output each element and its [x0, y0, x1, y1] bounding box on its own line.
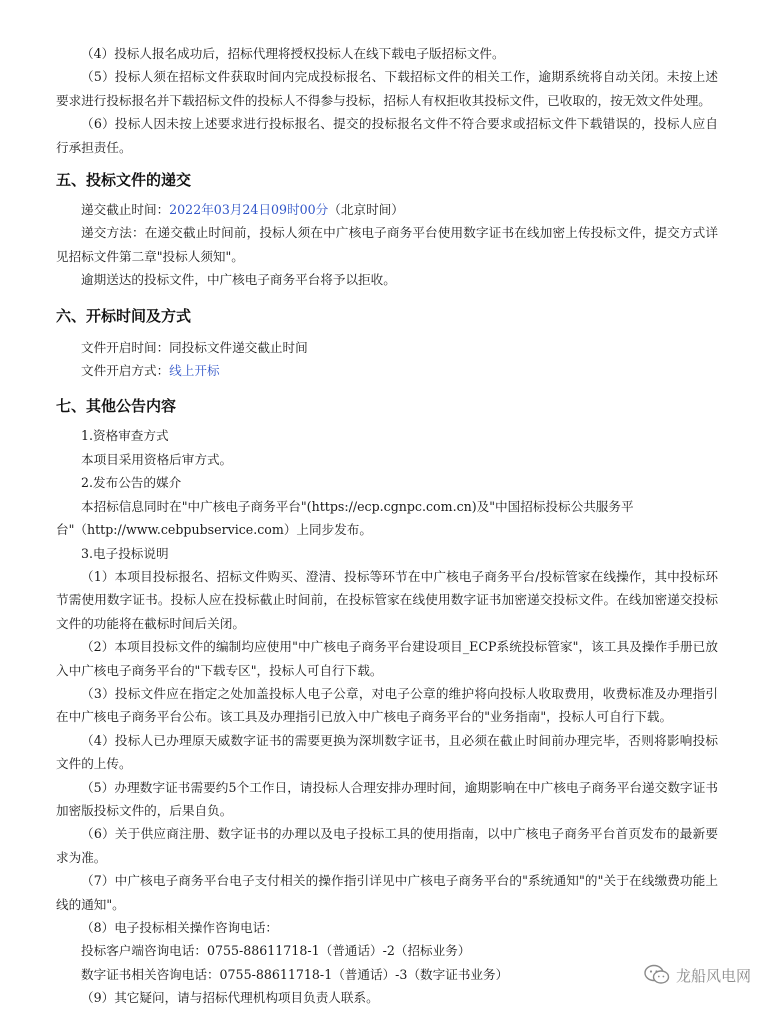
paragraph: （7）中广核电子商务平台电子支付相关的操作指引详见中广核电子商务平台的"系统通知"的"关于在线缴费功能上线的通知"。	[56, 873, 718, 912]
paragraph: 递交方法：在递交截止时间前，投标人须在中广核电子商务平台使用数字证书在线加密上传投标文件，提交方式详见招标文件第二章"投标人须知"。	[56, 225, 718, 264]
subsection-title: 1.资格审查方式	[81, 428, 169, 444]
paragraph: （9）其它疑问，请与招标代理机构项目负责人联系。	[81, 990, 379, 1006]
open-method-value: 线上开标	[169, 363, 220, 379]
open-method-line	[56, 359, 718, 382]
phone-line: 数字证书相关咨询电话：0755-88611718-1（普通话）-3（数字证书业务）	[81, 966, 509, 982]
wechat-icon	[644, 964, 670, 986]
paragraph: （5）投标人须在招标文件获取时间内完成投标报名、下载招标文件的相关工作，逾期系统将自动关闭。未按上述要求进行投标报名并下载招标文件的投标人不得参与投标，招标人有权拒收其投标文件，已收取的，按无效文件处理。	[56, 69, 718, 108]
paragraph: 逾期送达的投标文件，中广核电子商务平台将予以拒收。	[81, 272, 396, 288]
paragraph: 文件开启时间：同投标文件递交截止时间	[81, 339, 308, 355]
paragraph: 本招标信息同时在"中广核电子商务平台"(https://ecp.cgnpc.com.cn)及"中国招标投标公共服务平台"（http://www.cebpubservice.com）上同步发布。	[56, 498, 634, 538]
watermark	[644, 964, 751, 986]
paragraph: （6）投标人因未按上述要求进行投标报名、提交的投标报名文件不符合要求或招标文件下载错误的，投标人应自行承担责任。	[56, 116, 718, 155]
deadline-label: 递交截止时间：	[81, 202, 170, 218]
paragraph: （4）投标人报名成功后，招标代理将授权投标人在线下载电子版招标文件。	[81, 46, 505, 61]
section-heading: 五、投标文件的递交	[56, 171, 192, 190]
watermark-text: 龙船风电网	[675, 966, 751, 985]
subsection-title: 3.电子投标说明	[81, 545, 169, 561]
paragraph: （6）关于供应商注册、数字证书的办理以及电子投标工具的使用指南，以中广核电子商务平台首页发布的最新要求为准。	[56, 826, 718, 865]
document-body	[56, 42, 718, 1010]
deadline-suffix: （北京时间）	[328, 202, 404, 218]
paragraph: 本项目采用资格后审方式。	[81, 451, 233, 467]
phone-line: 投标客户端咨询电话：0755-88611718-1（普通话）-2（招标业务）	[81, 943, 471, 959]
subsection-title: 2.发布公告的媒介	[81, 475, 182, 491]
deadline-value: 2022年03月24日09时00分	[169, 202, 329, 218]
paragraph: （4）投标人已办理原天威数字证书的需要更换为深圳数字证书，且必须在截止时间前办理完毕，否则将影响投标文件的上传。	[56, 732, 718, 772]
paragraph: （1）本项目投标报名、招标文件购买、澄清、投标等环节在中广核电子商务平台/投标管家在线操作，其中投标环节需使用数字证书。投标人应在投标截止时间前，在投标管家在线使用数字证书加密递交投标文件。在线加密递交投标文件的功能将在截标时间后关闭。	[56, 568, 718, 631]
deadline-line	[56, 198, 718, 221]
paragraph: （2）本项目投标文件的编制均应使用"中广核电子商务平台建设项目_ECP系统投标管家"，该工具及操作手册已放入中广核电子商务平台的"下载专区"，投标人可自行下载。	[56, 639, 718, 678]
paragraph: （3）投标文件应在指定之处加盖投标人电子公章，对电子公章的维护将向投标人收取费用，收费标准及办理指引在中广核电子商务平台公布。该工具及办理指引已放入中广核电子商务平台的"业务指南"，投标人可自行下载。	[56, 685, 718, 725]
section-heading: 七、其他公告内容	[56, 397, 177, 416]
section-heading: 六、开标时间及方式	[56, 306, 192, 325]
paragraph: （8）电子投标相关操作咨询电话：	[81, 920, 278, 935]
open-method-label: 文件开启方式：	[81, 363, 170, 379]
paragraph: （5）办理数字证书需要约5个工作日，请投标人合理安排办理时间，逾期影响在中广核电子商务平台递交数字证书加密版投标文件的，后果自负。	[56, 779, 718, 818]
